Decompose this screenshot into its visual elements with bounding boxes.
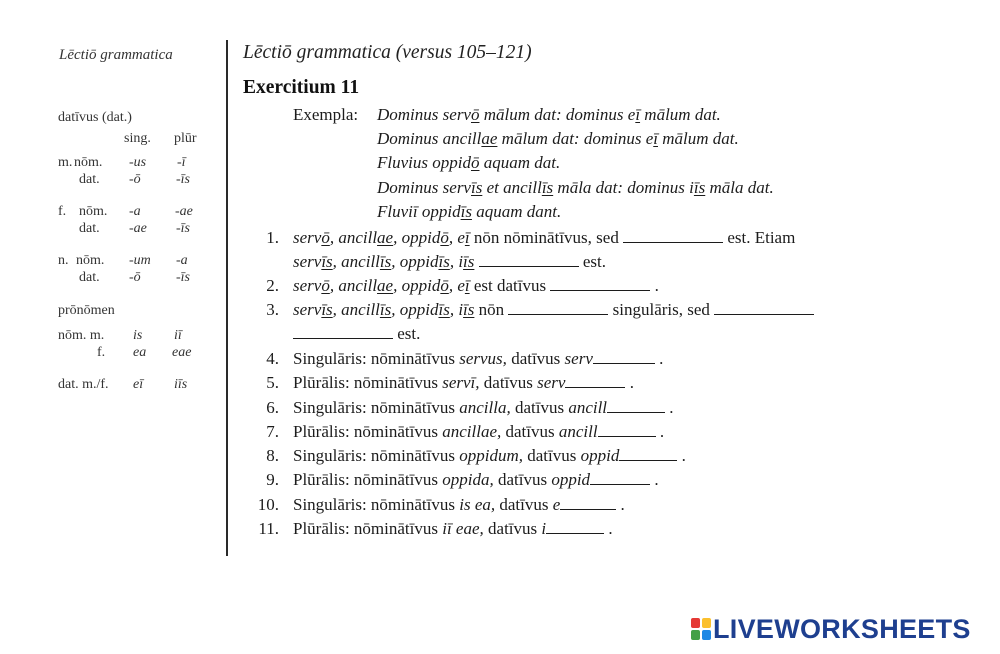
pronomen-header: prōnōmen xyxy=(58,303,115,318)
answer-blank[interactable] xyxy=(560,495,616,510)
pronomen-label: nōm. m. xyxy=(58,328,105,343)
exempla-label: Exempla: xyxy=(293,105,359,124)
example-1: Dominus servō mālum dat: dominus eī mālum dat. xyxy=(377,105,721,124)
row-plur: -a xyxy=(176,253,188,268)
example-5: Fluviī oppidīs aquam dant. xyxy=(377,202,562,221)
row-case: nōm. xyxy=(76,253,105,268)
item-3-line-1: servīs, ancillīs, oppidīs, iīs nōn singulāris, sed xyxy=(293,300,814,320)
row-plur: -īs xyxy=(176,172,190,187)
liveworksheets-logo[interactable] xyxy=(691,614,971,644)
item-number: 7. xyxy=(266,422,279,441)
example-3: Fluvius oppidō aquam dat. xyxy=(377,153,561,172)
item-7: Plūrālis: nōminātīvus ancillae, datīvus ancill . xyxy=(293,422,665,441)
item-number: 3. xyxy=(266,300,279,319)
pronomen-label: dat. m./f. xyxy=(58,377,109,392)
row-plur: -ae xyxy=(175,204,193,219)
row-plur: -īs xyxy=(176,221,190,236)
row-sing: -ae xyxy=(129,221,147,236)
row-sing: -ō xyxy=(129,172,141,187)
answer-blank[interactable] xyxy=(593,349,655,364)
example-4: Dominus servīs et ancillīs māla dat: dominus iīs māla dat. xyxy=(377,178,774,197)
answer-blank[interactable] xyxy=(623,228,723,243)
row-case: dat. xyxy=(79,172,100,187)
item-5: Plūrālis: nōminātīvus servī, datīvus serv . xyxy=(293,373,634,392)
item-number: 10. xyxy=(257,495,279,514)
sidebar-title: Lēctiō grammatica xyxy=(59,47,173,63)
row-sing: -a xyxy=(129,204,141,219)
row-gender: m. xyxy=(58,155,73,170)
item-6: Singulāris: nōminātīvus ancilla, datīvus ancill . xyxy=(293,398,674,417)
dative-header: datīvus (dat.) xyxy=(58,110,132,125)
pronomen-plur: iī xyxy=(174,328,182,343)
pronomen-sing: is xyxy=(133,328,143,343)
row-case: dat. xyxy=(79,270,100,285)
brand-name: LIVEWORKSHEETS xyxy=(713,613,971,644)
item-10: Singulāris: nōminātīvus is ea, datīvus e . xyxy=(293,495,625,514)
brand-icon xyxy=(691,618,711,640)
item-number: 6. xyxy=(266,398,279,417)
row-sing: -us xyxy=(129,155,147,170)
item-number: 8. xyxy=(266,446,279,465)
pronomen-sing: ea xyxy=(133,345,147,360)
answer-blank[interactable] xyxy=(546,519,604,534)
item-8: Singulāris: nōminātīvus oppidum, datīvus oppid . xyxy=(293,446,686,465)
row-gender: n. xyxy=(58,253,69,268)
pronomen-plur: iīs xyxy=(174,377,188,392)
answer-blank[interactable] xyxy=(714,300,814,315)
item-number: 4. xyxy=(266,349,279,368)
row-case: nōm. xyxy=(74,155,103,170)
row-gender: f. xyxy=(58,204,67,219)
answer-blank[interactable] xyxy=(565,373,625,388)
answer-blank[interactable] xyxy=(479,252,579,267)
item-number: 9. xyxy=(266,470,279,489)
answer-blank[interactable] xyxy=(293,324,393,339)
row-plur: -ī xyxy=(177,155,186,170)
col-sing: sing. xyxy=(124,131,151,146)
exercise-title: Exercitium 11 xyxy=(243,77,360,98)
answer-blank[interactable] xyxy=(550,276,650,291)
row-sing: -um xyxy=(129,253,151,268)
column-divider xyxy=(226,40,228,556)
item-2: servō, ancillae, oppidō, eī est datīvus . xyxy=(293,276,659,295)
row-plur: -īs xyxy=(176,270,190,285)
row-sing: -ō xyxy=(129,270,141,285)
page-title: Lēctiō grammatica (versus 105–121) xyxy=(243,42,532,63)
answer-blank[interactable] xyxy=(619,446,677,461)
col-plur: plūr xyxy=(174,131,197,146)
row-case: nōm. xyxy=(79,204,108,219)
row-case: dat. xyxy=(79,221,100,236)
item-number: 11. xyxy=(258,519,279,538)
answer-blank[interactable] xyxy=(607,398,665,413)
item-number: 1. xyxy=(266,228,279,247)
item-1-line-2: servīs, ancillīs, oppidīs, iīs est. xyxy=(293,252,607,271)
item-4: Singulāris: nōminātīvus servus, datīvus serv . xyxy=(293,349,664,368)
answer-blank[interactable] xyxy=(598,422,656,437)
pronomen-plur: eae xyxy=(172,345,192,360)
item-1-line-1: servō, ancillae, oppidō, eī nōn nōminātīvus, sed est. Etiam xyxy=(293,228,796,247)
answer-blank[interactable] xyxy=(508,300,608,315)
item-3-line-2: est. xyxy=(293,324,420,344)
pronomen-sing: eī xyxy=(133,377,144,392)
example-2: Dominus ancillae mālum dat: dominus eī mālum dat. xyxy=(377,129,739,148)
item-9: Plūrālis: nōminātīvus oppida, datīvus oppid . xyxy=(293,470,659,489)
answer-blank[interactable] xyxy=(590,470,650,485)
item-number: 2. xyxy=(266,276,279,295)
item-number: 5. xyxy=(266,373,279,392)
pronomen-label: f. xyxy=(97,345,106,360)
item-11: Plūrālis: nōminātīvus iī eae, datīvus i . xyxy=(293,519,613,538)
